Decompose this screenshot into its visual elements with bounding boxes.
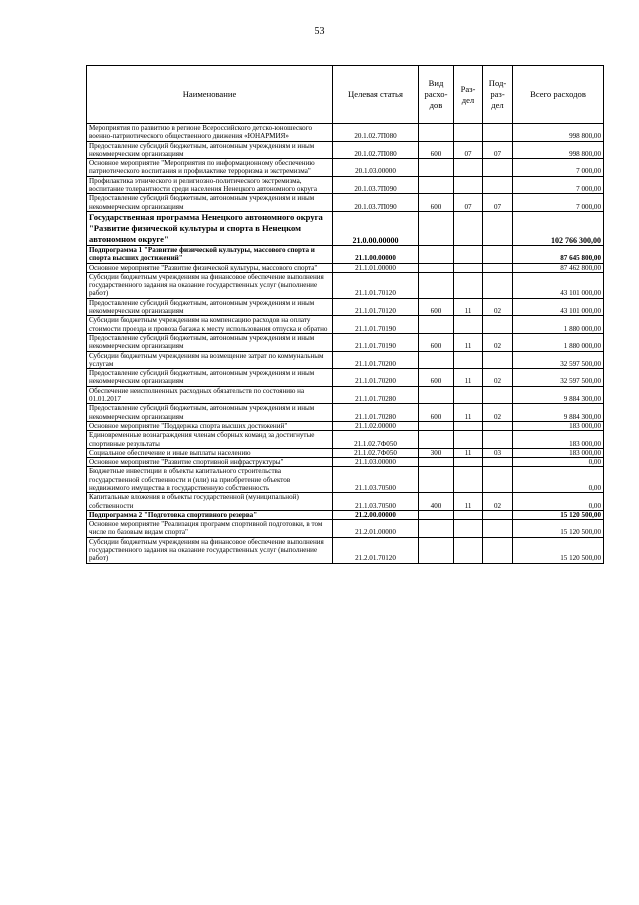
- row-section-cell: [454, 351, 483, 369]
- row-subsection-cell: [483, 176, 513, 194]
- row-type-cell: [419, 263, 454, 272]
- row-section-cell: [454, 159, 483, 177]
- row-target-cell: 21.1.01.70280: [333, 386, 419, 404]
- row-type-cell: [419, 211, 454, 245]
- row-subsection-cell: 02: [483, 369, 513, 387]
- row-name-cell: Основное мероприятие "Развитие спортивной инфраструктуры": [87, 458, 333, 467]
- row-section-cell: [454, 421, 483, 430]
- row-target-cell: 21.2.01.00000: [333, 520, 419, 538]
- row-type-cell: [419, 176, 454, 194]
- row-subsection-cell: [483, 510, 513, 519]
- row-type-cell: 600: [419, 298, 454, 316]
- row-total-cell: 15 120 500,00: [513, 537, 604, 563]
- row-section-cell: [454, 211, 483, 245]
- row-target-cell: 21.0.00.00000: [333, 211, 419, 245]
- table-row: [87, 263, 604, 272]
- table-row: [87, 448, 604, 457]
- row-total-cell: 998 800,00: [513, 124, 604, 142]
- table-header-row: [87, 66, 604, 124]
- row-total-cell: 15 120 500,00: [513, 510, 604, 519]
- row-target-cell: 21.1.01.70190: [333, 333, 419, 351]
- row-total-cell: 183 000,00: [513, 431, 604, 449]
- row-type-cell: 600: [419, 194, 454, 212]
- row-total-cell: 0,00: [513, 493, 604, 511]
- table-row: [87, 176, 604, 194]
- row-name-cell: Основное мероприятие "Поддержка спорта высших достижений": [87, 421, 333, 430]
- table-row: [87, 124, 604, 142]
- row-subsection-cell: [483, 431, 513, 449]
- table-row: [87, 272, 604, 298]
- row-name-cell: Основное мероприятие "Мероприятия по информационному обеспечению патриотического воспитания и профилактике терроризма и экстремизма": [87, 159, 333, 177]
- row-name-cell: Предоставление субсидий бюджетным, автономным учреждениям и иным некоммерческим организациям: [87, 194, 333, 212]
- row-target-cell: 21.1.01.70120: [333, 298, 419, 316]
- row-target-cell: 20.1.02.7П080: [333, 124, 419, 142]
- row-type-cell: [419, 510, 454, 519]
- row-section-cell: 07: [454, 194, 483, 212]
- row-type-cell: 400: [419, 493, 454, 511]
- row-name-cell: Субсидии бюджетным учреждениям на финансовое обеспечение выполнения государственного задания на оказание государственных услуг (выполнение работ): [87, 272, 333, 298]
- row-total-cell: 1 880 000,00: [513, 316, 604, 334]
- table-row: [87, 467, 604, 493]
- row-section-cell: [454, 431, 483, 449]
- row-target-cell: 20.1.02.7П080: [333, 141, 419, 159]
- row-section-cell: [454, 386, 483, 404]
- table-row: [87, 316, 604, 334]
- table-row: [87, 369, 604, 387]
- row-subsection-cell: [483, 124, 513, 142]
- row-section-cell: [454, 245, 483, 263]
- table-row: [87, 333, 604, 351]
- row-target-cell: 20.1.03.7П090: [333, 194, 419, 212]
- row-total-cell: 87 645 800,00: [513, 245, 604, 263]
- row-target-cell: 21.2.01.70120: [333, 537, 419, 563]
- row-total-cell: 183 000,00: [513, 448, 604, 457]
- row-subsection-cell: 03: [483, 448, 513, 457]
- table-row: [87, 404, 604, 422]
- column-header-type: Вид расхо-дов: [419, 66, 454, 124]
- row-subsection-cell: 07: [483, 194, 513, 212]
- row-name-cell: Предоставление субсидий бюджетным, автономным учреждениям и иным некоммерческим организациям: [87, 141, 333, 159]
- row-section-cell: [454, 467, 483, 493]
- row-type-cell: 300: [419, 448, 454, 457]
- row-name-cell: Субсидии бюджетным учреждениям на финансовое обеспечение выполнения государственного задания на оказание государственных услуг (выполнение работ): [87, 537, 333, 563]
- row-total-cell: 0,00: [513, 467, 604, 493]
- row-type-cell: [419, 537, 454, 563]
- table-row: [87, 520, 604, 538]
- row-name-cell: Единовременные вознаграждения членам сборных команд за достигнутые спортивные результаты: [87, 431, 333, 449]
- row-name-cell: Основное мероприятие "Развитие физической культуры, массового спорта": [87, 263, 333, 272]
- row-total-cell: 7 000,00: [513, 194, 604, 212]
- row-name-cell: Капитальные вложения в объекты государственной (муниципальной) собственности: [87, 493, 333, 511]
- row-name-cell: Предоставление субсидий бюджетным, автономным учреждениям и иным некоммерческим организациям: [87, 404, 333, 422]
- row-subsection-cell: [483, 386, 513, 404]
- table-row: [87, 194, 604, 212]
- row-subsection-cell: [483, 159, 513, 177]
- row-section-cell: [454, 520, 483, 538]
- table-row: [87, 493, 604, 511]
- row-name-cell: Мероприятия по развитию в регионе Всероссийского детско-юношеского военно-патриотического общественного движения «ЮНАРМИЯ»: [87, 124, 333, 142]
- row-subsection-cell: [483, 316, 513, 334]
- row-type-cell: [419, 421, 454, 430]
- row-name-cell: Предоставление субсидий бюджетным, автономным учреждениям и иным некоммерческим организациям: [87, 369, 333, 387]
- row-subsection-cell: 02: [483, 298, 513, 316]
- row-section-cell: 11: [454, 369, 483, 387]
- row-name-cell: Обеспечение неисполненных расходных обязательств по состоянию на 01.01.2017: [87, 386, 333, 404]
- row-total-cell: 32 597 500,00: [513, 369, 604, 387]
- row-target-cell: 21.2.00.00000: [333, 510, 419, 519]
- row-total-cell: 998 800,00: [513, 141, 604, 159]
- row-type-cell: 600: [419, 333, 454, 351]
- column-header-total: Всего расходов: [513, 66, 604, 124]
- row-section-cell: 11: [454, 333, 483, 351]
- row-name-cell: Подпрограмма 1 "Развитие физической культуры, массового спорта и спорта высших достижений": [87, 245, 333, 263]
- row-name-cell: Бюджетные инвестиции в объекты капитального строительства государственной собственности и (или) на приобретение объектов недвижимого имущества в государственную собственность: [87, 467, 333, 493]
- row-section-cell: [454, 124, 483, 142]
- table-row: [87, 298, 604, 316]
- row-section-cell: 11: [454, 404, 483, 422]
- row-type-cell: 600: [419, 404, 454, 422]
- row-target-cell: 21.1.02.7Ф050: [333, 431, 419, 449]
- row-total-cell: 0,00: [513, 458, 604, 467]
- row-total-cell: 15 120 500,00: [513, 520, 604, 538]
- table-row: [87, 421, 604, 430]
- row-type-cell: [419, 467, 454, 493]
- row-total-cell: 1 880 000,00: [513, 333, 604, 351]
- row-name-cell: Основное мероприятие "Реализация программ спортивной подготовки, в том числе по базовым видам спорта": [87, 520, 333, 538]
- row-target-cell: 21.1.01.00000: [333, 263, 419, 272]
- row-total-cell: 7 000,00: [513, 176, 604, 194]
- row-target-cell: 21.1.03.00000: [333, 458, 419, 467]
- row-subsection-cell: [483, 537, 513, 563]
- row-subsection-cell: [483, 520, 513, 538]
- row-subsection-cell: [483, 351, 513, 369]
- row-type-cell: [419, 386, 454, 404]
- row-type-cell: [419, 431, 454, 449]
- row-section-cell: [454, 510, 483, 519]
- row-target-cell: 21.1.01.70200: [333, 369, 419, 387]
- row-type-cell: [419, 351, 454, 369]
- row-target-cell: 21.1.02.00000: [333, 421, 419, 430]
- row-type-cell: [419, 124, 454, 142]
- row-name-cell: Предоставление субсидий бюджетным, автономным учреждениям и иным некоммерческим организациям: [87, 298, 333, 316]
- row-subsection-cell: [483, 421, 513, 430]
- row-target-cell: 21.1.01.70280: [333, 404, 419, 422]
- row-target-cell: 21.1.01.70190: [333, 316, 419, 334]
- row-section-cell: [454, 176, 483, 194]
- row-subsection-cell: [483, 458, 513, 467]
- row-type-cell: [419, 159, 454, 177]
- budget-table: [86, 65, 604, 564]
- table-row: [87, 431, 604, 449]
- table-row: [87, 351, 604, 369]
- row-total-cell: 32 597 500,00: [513, 351, 604, 369]
- row-target-cell: 21.1.03.70500: [333, 493, 419, 511]
- row-section-cell: [454, 263, 483, 272]
- row-name-cell: Социальное обеспечение и иные выплаты населению: [87, 448, 333, 457]
- row-target-cell: 21.1.02.7Ф050: [333, 448, 419, 457]
- row-name-cell: Субсидии бюджетным учреждениям на компенсацию расходов на оплату стоимости проезда и провоза багажа к месту использования отпуска и обратно: [87, 316, 333, 334]
- row-name-cell: Предоставление субсидий бюджетным, автономным учреждениям и иным некоммерческим организациям: [87, 333, 333, 351]
- row-target-cell: 21.1.03.70500: [333, 467, 419, 493]
- row-total-cell: 9 884 300,00: [513, 386, 604, 404]
- row-name-cell: Подпрограмма 2 "Подготовка спортивного резерва": [87, 510, 333, 519]
- row-type-cell: [419, 316, 454, 334]
- row-type-cell: [419, 245, 454, 263]
- row-total-cell: 43 101 000,00: [513, 272, 604, 298]
- table-row: [87, 245, 604, 263]
- row-subsection-cell: 02: [483, 404, 513, 422]
- row-type-cell: 600: [419, 369, 454, 387]
- row-total-cell: 87 462 800,00: [513, 263, 604, 272]
- column-header-section: Раз-дел: [454, 66, 483, 124]
- row-subsection-cell: 02: [483, 333, 513, 351]
- row-name-cell: Государственная программа Ненецкого автономного округа "Развитие физической культуры и спорта в Ненецком автономном округе": [87, 211, 333, 245]
- row-section-cell: 11: [454, 493, 483, 511]
- row-name-cell: Профилактика этнического и религиозно-политического экстремизма, воспитание толерантности среди населения Ненецкого автономного округа: [87, 176, 333, 194]
- row-subsection-cell: 02: [483, 493, 513, 511]
- row-subsection-cell: [483, 467, 513, 493]
- row-target-cell: 21.1.01.70120: [333, 272, 419, 298]
- table-row: [87, 211, 604, 245]
- column-header-target: Целевая статья: [333, 66, 419, 124]
- row-name-cell: Субсидии бюджетным учреждениям на возмещение затрат по коммунальным услугам: [87, 351, 333, 369]
- page-number: 53: [314, 26, 325, 37]
- row-type-cell: [419, 520, 454, 538]
- row-section-cell: 11: [454, 298, 483, 316]
- row-total-cell: 183 000,00: [513, 421, 604, 430]
- row-subsection-cell: 07: [483, 141, 513, 159]
- row-section-cell: [454, 537, 483, 563]
- row-subsection-cell: [483, 272, 513, 298]
- row-subsection-cell: [483, 211, 513, 245]
- row-target-cell: 20.1.03.7П090: [333, 176, 419, 194]
- row-section-cell: [454, 272, 483, 298]
- row-type-cell: [419, 458, 454, 467]
- row-section-cell: [454, 458, 483, 467]
- table-row: [87, 159, 604, 177]
- row-subsection-cell: [483, 245, 513, 263]
- column-header-subsection: Под-раз-дел: [483, 66, 513, 124]
- row-total-cell: 102 766 300,00: [513, 211, 604, 245]
- row-total-cell: 7 000,00: [513, 159, 604, 177]
- row-target-cell: 21.1.01.70200: [333, 351, 419, 369]
- row-section-cell: 07: [454, 141, 483, 159]
- row-subsection-cell: [483, 263, 513, 272]
- row-target-cell: 20.1.03.00000: [333, 159, 419, 177]
- row-section-cell: [454, 316, 483, 334]
- row-type-cell: [419, 272, 454, 298]
- row-total-cell: 9 884 300,00: [513, 404, 604, 422]
- row-total-cell: 43 101 000,00: [513, 298, 604, 316]
- table-row: [87, 386, 604, 404]
- column-header-name: Наименование: [87, 66, 333, 124]
- table-row: [87, 510, 604, 519]
- table-row: [87, 458, 604, 467]
- row-target-cell: 21.1.00.00000: [333, 245, 419, 263]
- table-row: [87, 141, 604, 159]
- row-type-cell: 600: [419, 141, 454, 159]
- row-section-cell: 11: [454, 448, 483, 457]
- table-row: [87, 537, 604, 563]
